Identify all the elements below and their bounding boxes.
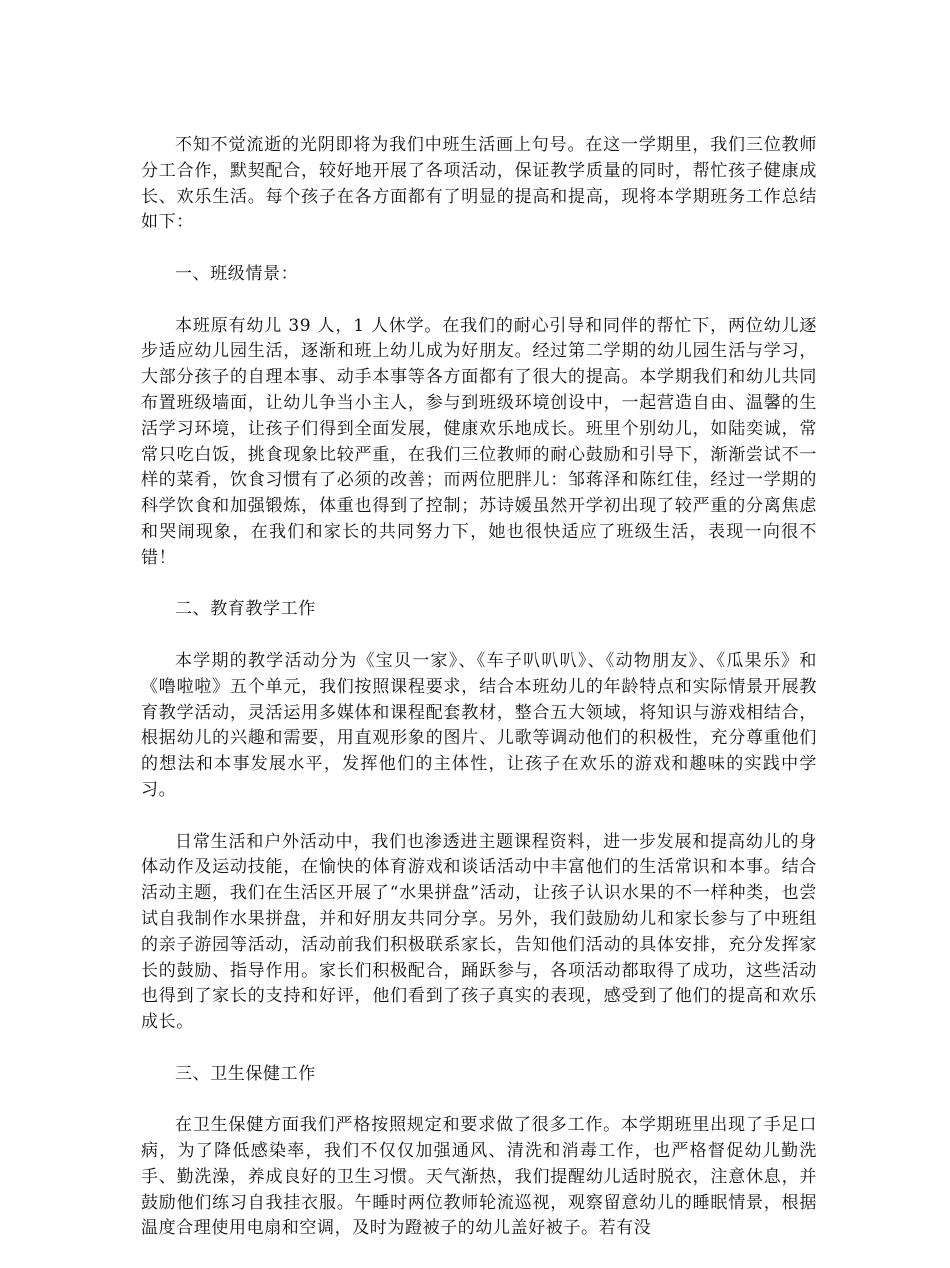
section-heading-class-situation: 一、班级情景： bbox=[175, 263, 299, 284]
section-heading-teaching: 二、教育教学工作 bbox=[175, 599, 316, 620]
teaching-paragraph-1: 本学期的教学活动分为《宝贝一家》、《车子叭叭叭》、《动物朋友》、《瓜果乐》和《噜啦啦》五个单元，我们按照课程要求，结合本班幼儿的年龄特点和实际情景开展教育教学活动，灵活运用多媒体和课程配套教材，整合五大领域，将知识与游戏相结合，根据幼儿的兴趣和需要，用直观形象的图片、儿歌等调动他们的积极性，充分尊重他们的想法和本事发展水平，发挥他们的主体性，让孩子在欢乐的游戏和趣味的实践中学习。 bbox=[141, 650, 817, 800]
teaching-paragraph-2: 日常生活和户外活动中，我们也渗透进主题课程资料，进一步发展和提高幼儿的身体动作及运动技能，在愉快的体育游戏和谈话活动中丰富他们的生活常识和本事。结合活动主题，我们在生活区开展了“水果拼盘”活动，让孩子认识水果的不一样种类，也尝试自我制作水果拼盘，并和好朋友共同分享。另外，我们鼓励幼儿和家长参与了中班组的亲子游园等活动，活动前我们积极联系家长，告知他们活动的具体安排，充分发挥家长的鼓励、指导作用。家长们积极配合，踊跃参与，各项活动都取得了成功，这些活动也得到了家长的支持和好评，他们看到了孩子真实的表现，感受到了他们的提高和欢乐成长。 bbox=[141, 831, 817, 1033]
document-body bbox=[141, 133, 817, 1268]
section-heading-health: 三、卫生保健工作 bbox=[175, 1063, 316, 1084]
intro-paragraph: 不知不觉流逝的光阴即将为我们中班生活画上句号。在这一学期里，我们三位教师分工合作，默契配合，较好地开展了各项活动，保证教学质量的同时，帮忙孩子健康成长、欢乐生活。每个孩子在各方面都有了明显的提高和提高，现将本学期班务工作总结如下： bbox=[141, 135, 817, 233]
health-paragraph: 在卫生保健方面我们严格按照规定和要求做了很多工作。本学期班里出现了手足口病，为了降低感染率，我们不仅仅加强通风、清洗和消毒工作，也严格督促幼儿勤洗手、勤洗澡，养成良好的卫生习惯。天气渐热，我们提醒幼儿适时脱衣，注意休息，并鼓励他们练习自我挂衣服。午睡时两位教师轮流巡视，观察留意幼儿的睡眠情景，根据温度合理使用电扇和空调，及时为蹬被子的幼儿盖好被子。若有没 bbox=[141, 1115, 817, 1239]
class-situation-paragraph: 本班原有幼儿 39 人，1 人休学。在我们的耐心引导和同伴的帮忙下，两位幼儿逐步适应幼儿园生活，逐渐和班上幼儿成为好朋友。经过第二学期的幼儿园生活与学习，大部分孩子的自理本事、动手本事等各方面都有了很大的提高。本学期我们和幼儿共同布置班级墙面，让幼儿争当小主人，参与到班级环境创设中，一起营造自由、温馨的生活学习环境，让孩子们得到全面发展，健康欢乐地成长。班里个别幼儿，如陆奕诚，常常只吃白饭，挑食现象比较严重，在我们三位教师的耐心鼓励和引导下，渐渐尝试不一样的菜肴，饮食习惯有了必须的改善；而两位肥胖儿：邹蒋泽和陈红佳，经过一学期的科学饮食和加强锻炼，体重也得到了控制；苏诗媛虽然开学初出现了较严重的分离焦虑和哭闹现象，在我们和家长的共同努力下，她也很快适应了班级生活，表现一向很不错！ bbox=[141, 315, 817, 568]
